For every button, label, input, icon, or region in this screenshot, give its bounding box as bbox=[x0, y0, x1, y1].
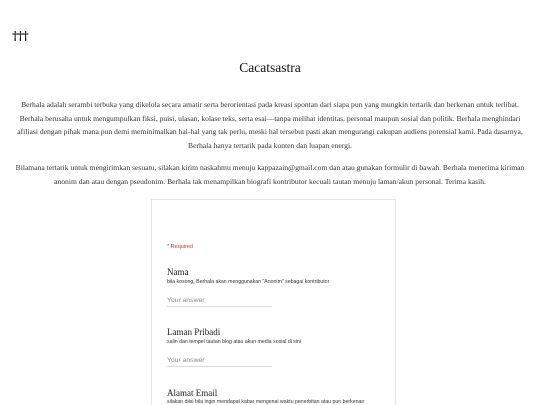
question-help-laman-pribadi: salin dan tempel tautan blog atau akun media sosial di sini bbox=[167, 339, 302, 345]
required-note: * Required bbox=[167, 244, 193, 250]
page-title: Cacatsastra bbox=[239, 60, 301, 75]
question-label-nama: Nama bbox=[167, 267, 189, 277]
intro-paragraph: Berhala adalah serambi terbuka yang dikelola secara amatir serta berorientasi pada kreasi spontan dari siapa pun yang mungkin tertarik dan berkenan untuk terlibat. Berhala berusaha untuk mengumpulkan fiksi, puisi, ulasan, kolase teks, serta esai—tanpa melihat identitas, personal maupun sosial dan politik. Berhala menghindari afiliasi dengan pihak mana pun demi meminimalkan hal-hal yang tak perlu, meski hal tersebut pasti akan mengurangi cakupan audiens potensial kami. Pada dasarnya, Berhala hanya tertarik pada konten dan luapan energi. bbox=[17, 100, 523, 150]
question-help-alamat-email: silakan diisi bila ingin mendapat kabar mengenai waktu penerbitan atau pun berkenan bbox=[167, 399, 365, 405]
nama-input[interactable] bbox=[167, 294, 272, 307]
question-help-nama: bila kosong, Berhala akan menggunakan "Anonim" sebagai kontributor bbox=[167, 279, 330, 285]
submission-form bbox=[151, 199, 396, 405]
question-label-laman-pribadi: Laman Pribadi bbox=[167, 327, 221, 337]
site-logo[interactable]: ††† bbox=[12, 29, 28, 43]
question-label-alamat-email: Alamat Email bbox=[167, 388, 218, 398]
submission-paragraph: Bilamana tertarik untuk mengirimkan sesuatu, silakan kirim naskahmu menuju kappazain@gmail.com dan atau gunakan formulir di bawah. Berhala menerima kiriman anonim dan atau dengan pseudonim. Berhala tak menampilkan biografi kontributor kecuali tautan menuju laman/akun personal. Terima kasih. bbox=[15, 163, 525, 186]
laman-pribadi-input[interactable] bbox=[167, 354, 272, 367]
